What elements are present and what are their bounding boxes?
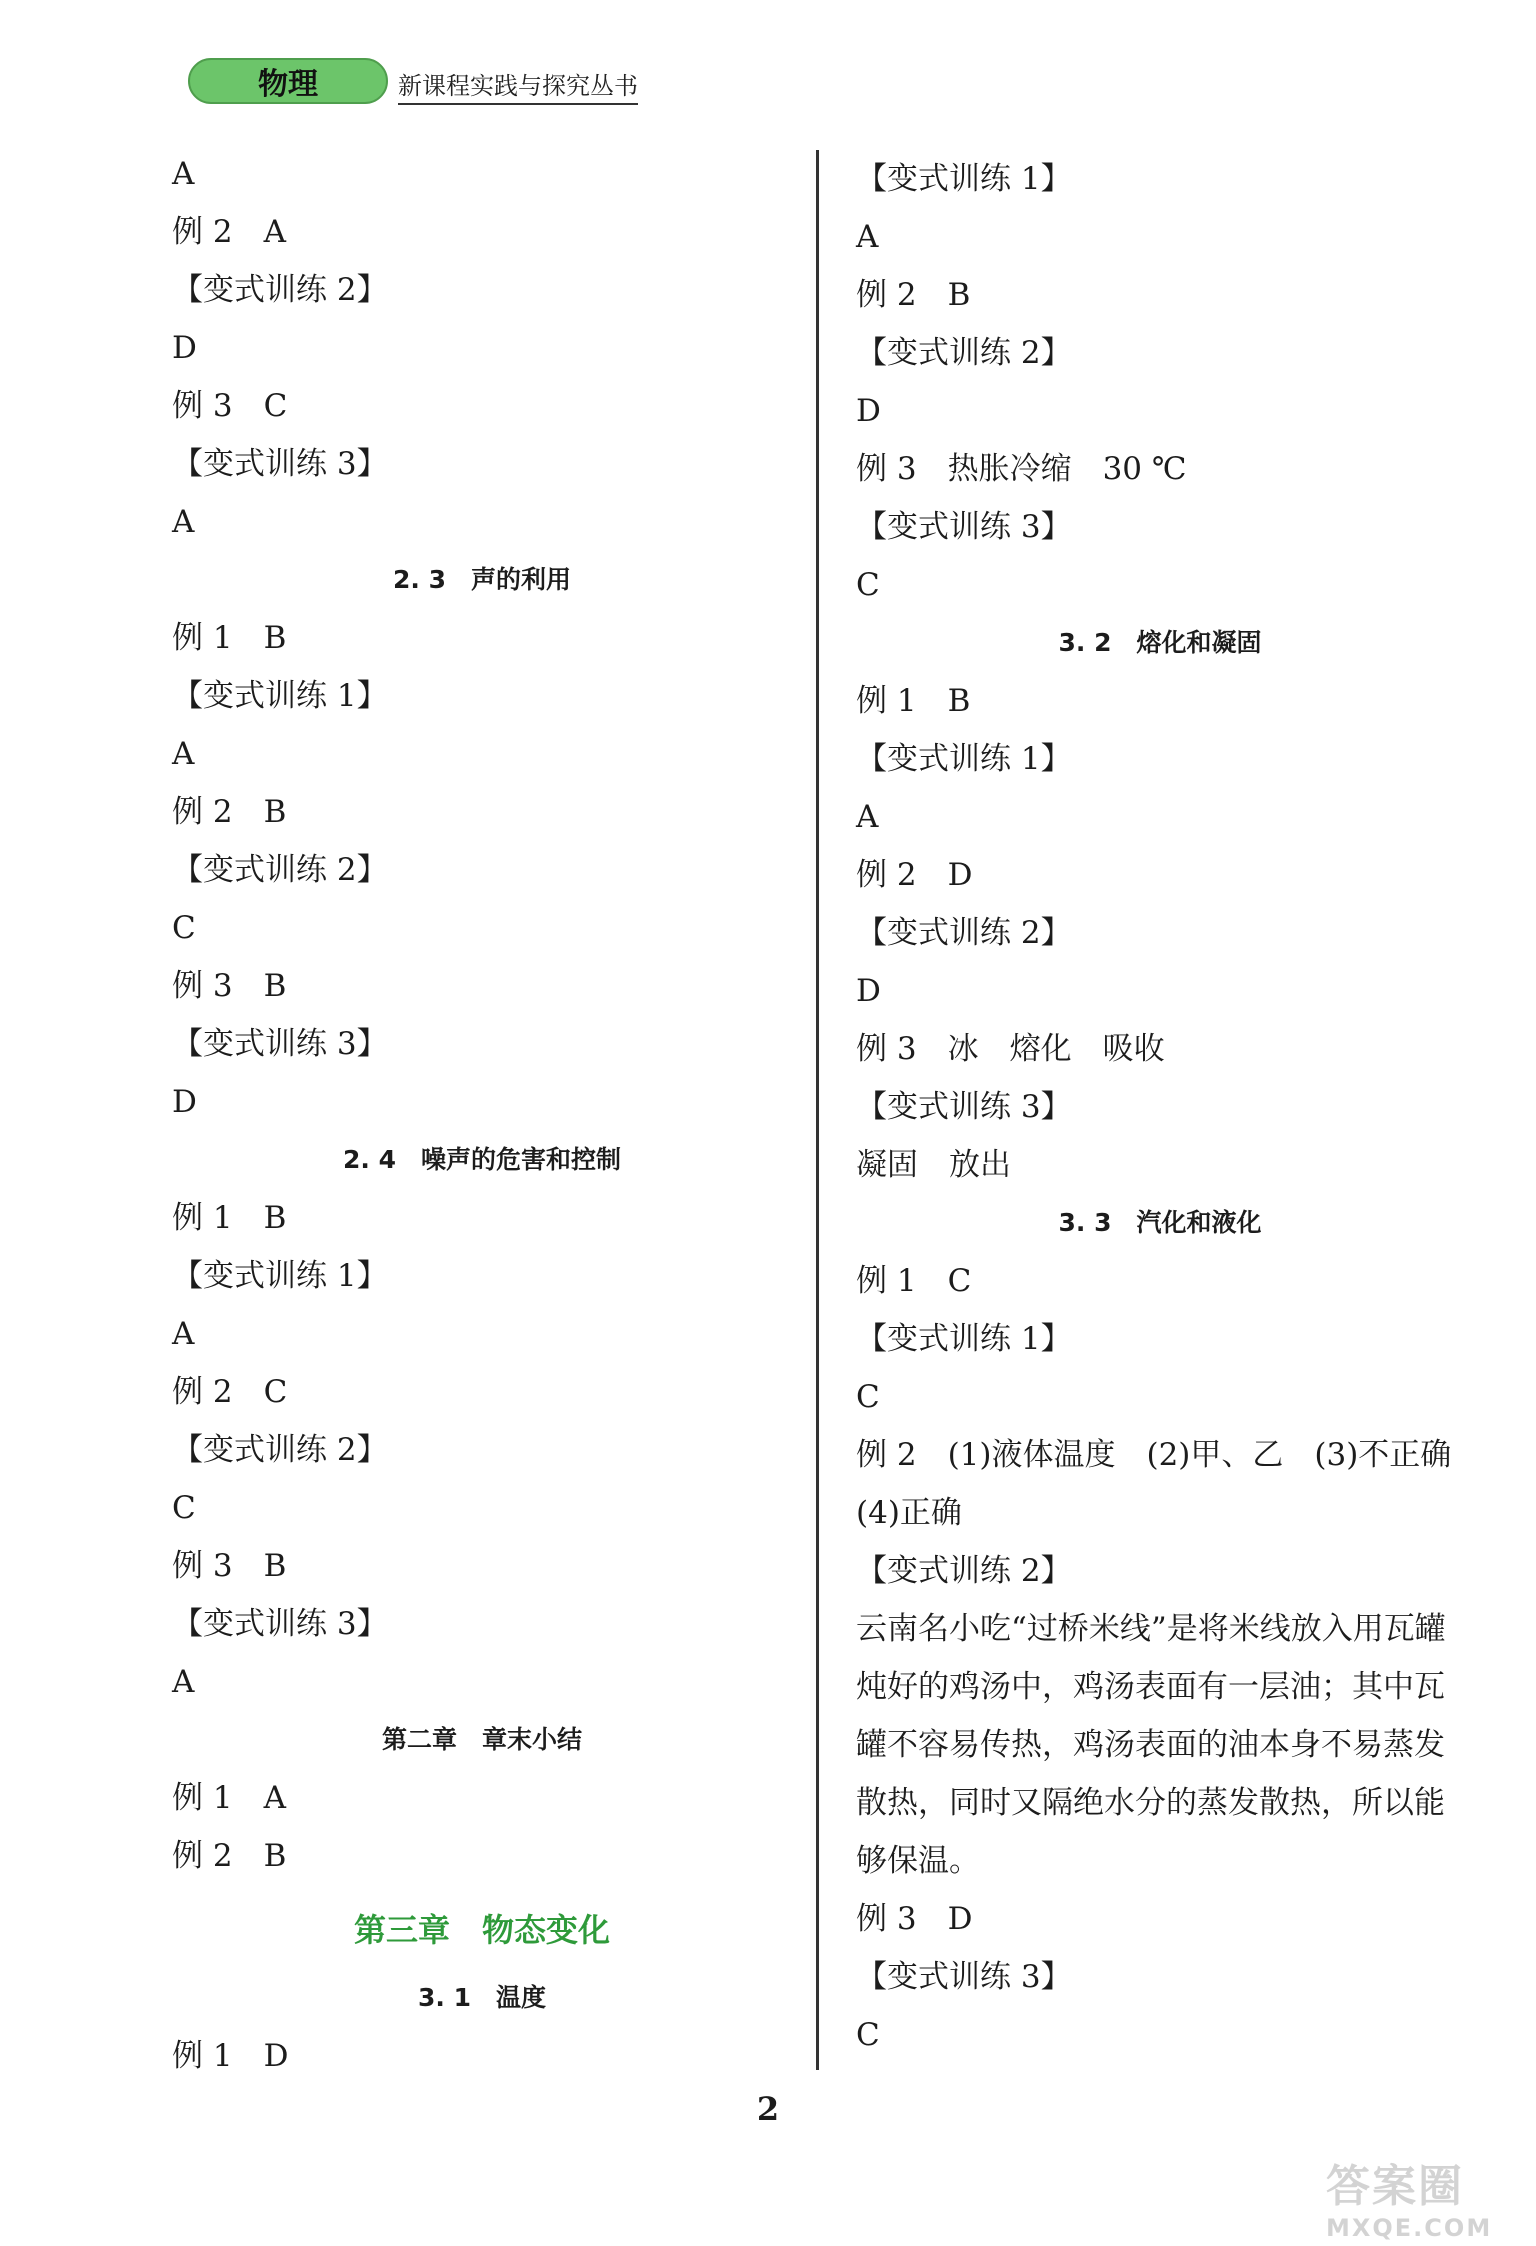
right-answer-line: 【变式训练 2】: [856, 915, 1072, 951]
watermark-text: 答案圈: [1326, 2161, 1464, 2212]
right-answer-line: 例 1 C: [856, 1263, 972, 1299]
left-answer-line: 【变式训练 1】: [172, 678, 388, 714]
left-answer-line: A: [172, 736, 195, 772]
left-answer-line: A: [172, 504, 195, 540]
subject-badge: 物理: [188, 58, 388, 104]
left-answer-line: 【变式训练 2】: [172, 272, 388, 308]
right-answer-line: 【变式训练 1】: [856, 1321, 1072, 1357]
left-answer-line: 【变式训练 1】: [172, 1258, 388, 1294]
right-answer-line: 【变式训练 1】: [856, 161, 1072, 197]
page-number: 2: [756, 2090, 780, 2128]
left-answer-line: A: [172, 156, 195, 192]
left-answer-line: 例 3 B: [172, 1548, 287, 1584]
right-answer-line: 凝固 放出: [856, 1147, 1011, 1183]
left-answer-line: 例 1 B: [172, 1200, 287, 1236]
left-answer-line: A: [172, 1664, 195, 1700]
series-title: 新课程实践与探究丛书: [398, 66, 638, 105]
left-answer-line: C: [172, 910, 196, 946]
left-answer-line: 例 3 B: [172, 968, 287, 1004]
right-answer-line: C: [856, 2017, 880, 2053]
right-section-heading: 3. 2 熔化和凝固: [1058, 628, 1262, 657]
left-answer-line: 例 2 C: [172, 1374, 288, 1410]
right-answer-paragraph: 云南名小吃“过桥米线”是将米线放入用瓦罐炖好的鸡汤中，鸡汤表面有一层油；其中瓦罐不容易传热，鸡汤表面的油本身不易蒸发散热，同时又隔绝水分的蒸发散热，所以能够保温。: [856, 1611, 1446, 1879]
right-answer-line: A: [856, 799, 879, 835]
left-section-heading: 2. 4 噪声的危害和控制: [343, 1145, 621, 1174]
left-answer-line: 例 1 D: [172, 2038, 289, 2074]
right-answer-line: 例 3 热胀冷缩 30 ℃: [856, 451, 1187, 487]
left-section-heading: 第二章 章末小结: [381, 1725, 582, 1754]
left-answer-line: 【变式训练 3】: [172, 1606, 388, 1642]
right-section-heading: 3. 3 汽化和液化: [1058, 1208, 1262, 1237]
right-answer-line: C: [856, 567, 880, 603]
right-answer-line: 例 3 D: [856, 1901, 973, 1937]
right-answer-line: D: [856, 393, 881, 429]
left-answer-line: 【变式训练 3】: [172, 446, 388, 482]
right-answer-line: A: [856, 219, 879, 255]
column-divider: [816, 150, 819, 2070]
left-chapter-heading: 第三章 物态变化: [353, 1911, 610, 1949]
right-answer-line: 【变式训练 1】: [856, 741, 1072, 777]
left-section-heading: 2. 3 声的利用: [393, 565, 571, 594]
left-answer-line: C: [172, 1490, 196, 1526]
right-answer-line: 例 2 D: [856, 857, 973, 893]
right-answer-line: 例 2 B: [856, 277, 971, 313]
left-answer-line: 【变式训练 2】: [172, 1432, 388, 1468]
right-answer-line: 【变式训练 2】: [856, 335, 1072, 371]
left-section-heading: 3. 1 温度: [418, 1983, 546, 2012]
right-column: [856, 150, 1464, 2064]
right-answer-line: 例 1 B: [856, 683, 971, 719]
left-answer-line: 【变式训练 2】: [172, 852, 388, 888]
left-answer-line: 例 2 B: [172, 794, 287, 830]
left-answer-line: 例 3 C: [172, 388, 288, 424]
right-answer-line: (4)正确: [856, 1495, 962, 1531]
left-answer-line: 例 1 B: [172, 620, 287, 656]
right-answer-line: D: [856, 973, 881, 1009]
left-answer-line: 例 2 A: [172, 214, 286, 250]
left-column: [172, 145, 792, 2085]
left-answer-line: 例 1 A: [172, 1780, 286, 1816]
left-answer-line: D: [172, 330, 197, 366]
left-answer-line: 【变式训练 3】: [172, 1026, 388, 1062]
left-answer-line: D: [172, 1084, 197, 1120]
watermark-logo: [1326, 2150, 1526, 2240]
right-answer-line: 例 3 冰 熔化 吸收: [856, 1031, 1165, 1067]
right-answer-line: 【变式训练 3】: [856, 1959, 1072, 1995]
page-header: [188, 58, 648, 108]
left-answer-line: A: [172, 1316, 195, 1352]
right-answer-line: C: [856, 1379, 880, 1415]
right-answer-line: 例 2 (1)液体温度 (2)甲、乙 (3)不正确: [856, 1437, 1452, 1473]
watermark-url: MXQE.COM: [1326, 2214, 1493, 2242]
right-answer-line: 【变式训练 3】: [856, 1089, 1072, 1125]
right-answer-line: 【变式训练 3】: [856, 509, 1072, 545]
left-answer-line: 例 2 B: [172, 1838, 287, 1874]
right-answer-line: 【变式训练 2】: [856, 1553, 1072, 1589]
